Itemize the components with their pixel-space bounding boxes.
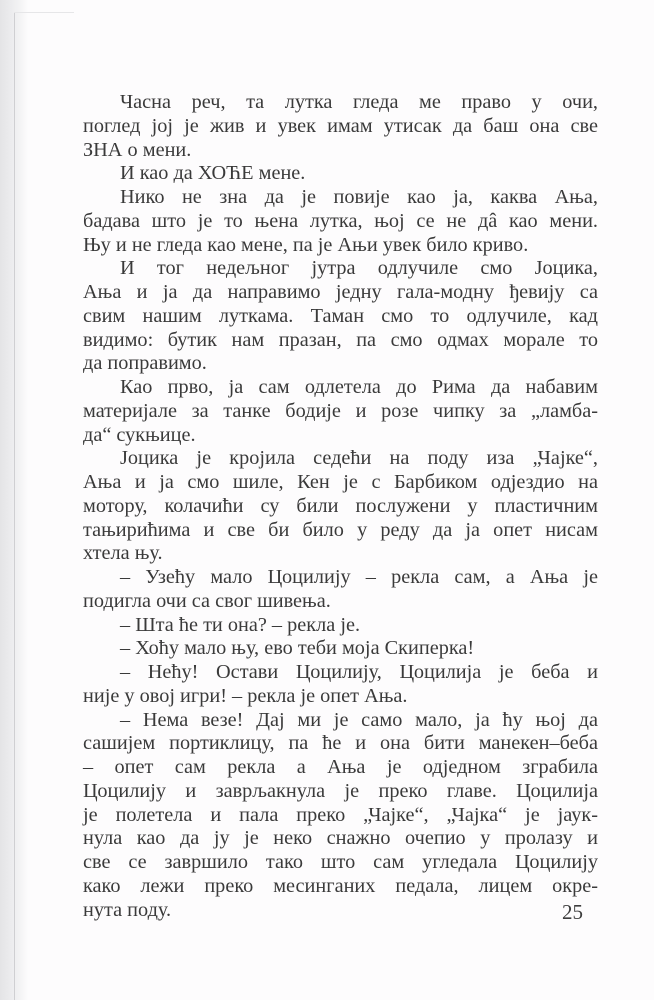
text-line: Ања и ја да направимо једну гала-модну ђевију са: [83, 281, 598, 303]
text-line: све се завршило тако што сам угледала Цоцилију: [83, 851, 598, 873]
text-line: мотору, колачићи су били послужени у пластичним: [83, 494, 598, 517]
text-line: ЗНА о мени.: [83, 138, 192, 161]
text-line: Ања и ја смо шиле, Кен је с Барбиком одјездио на: [83, 471, 598, 493]
text-line: бадава што је то њена лутка, њој се не дâ као мени.: [83, 209, 598, 232]
text-line: Јоцика је кројила седећи на поду иза „Чајке“,: [120, 447, 598, 470]
text-line: није у овој игри! – рекла је опет Ања.: [83, 684, 408, 707]
text-line: да поправимо.: [83, 352, 207, 375]
text-line: свим нашим луткама. Таман смо то одлучиле, кад: [83, 304, 598, 327]
body-text: [83, 91, 598, 922]
text-line: нула као да ју је неко снажно очепио у пролазу и: [83, 827, 598, 850]
page-edge-line: [14, 12, 15, 1000]
text-line: – Узећу мало Цоцилију – рекла сам, а Ања је: [120, 566, 598, 588]
text-line: је полетела и пала преко „Чајке“, „Чајка“ је јаук-: [83, 803, 598, 826]
text-line: хтела њу.: [83, 542, 163, 565]
text-line: – Нећу! Остави Цоцилију, Цоцилија је беба и: [120, 661, 598, 683]
text-line: Нико не зна да је повије као ја, каква Ања,: [120, 186, 598, 208]
text-line: И тог недељног јутра одлучиле смо Јоцика,: [120, 257, 598, 280]
page-number: 25: [562, 900, 583, 924]
page-top-edge: [14, 12, 74, 13]
text-line: – Шта ће ти она? – рекла је.: [120, 613, 361, 636]
text-line: да“ сукњице.: [83, 423, 196, 446]
text-line: Као прво, ја сам одлетела до Рима да набавим: [120, 376, 598, 398]
text-line: сашијем портиклицу, па ће и она бити манекен–беба: [83, 732, 598, 755]
text-line: – Нема везе! Дај ми је само мало, ја ћу њој да: [120, 708, 598, 731]
text-line: како лежи преко месинганих педала, лицем окре-: [83, 874, 598, 897]
text-line: подигла очи са свог шивења.: [83, 589, 331, 612]
text-line: Њу и не гледа као мене, па је Ањи увек било криво.: [83, 233, 529, 256]
text-line: – опет сам рекла а Ања је одједном зграбила: [83, 756, 598, 778]
text-line: тањирићима и све би било у реду да ја опет нисам: [83, 518, 598, 541]
text-line: Цоцилију и заврљакнула је преко главе. Цоцилија: [83, 779, 598, 802]
text-line: Часна реч, та лутка гледа ме право у очи,: [120, 91, 598, 113]
text-line: видимо: бутик нам празан, па смо одмах морале то: [83, 328, 598, 351]
text-line: – Хоћу мало њу, ево теби моја Скиперка!: [120, 637, 475, 660]
text-line: поглед јој је жив и увек имам утисак да баш она све: [83, 114, 598, 137]
text-line: И као да ХОЋЕ мене.: [120, 162, 306, 185]
text-line: материјале за танке бодије и розе чипку за „ламба-: [83, 399, 598, 422]
text-line: нута поду.: [83, 898, 172, 921]
